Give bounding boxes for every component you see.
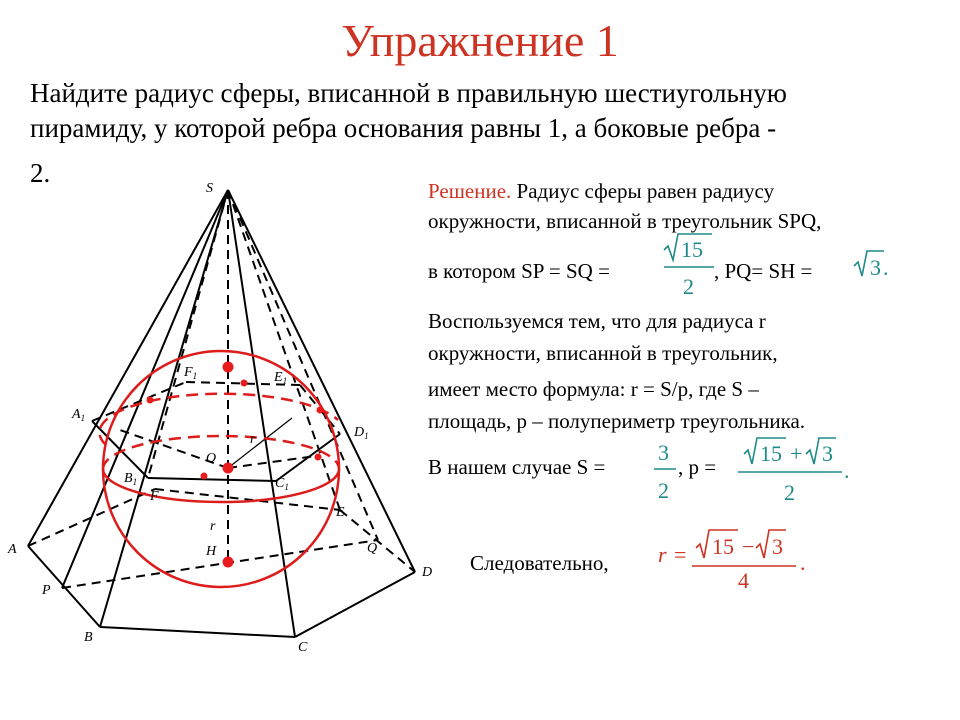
label-D1: $D_1$ — [354, 425, 369, 441]
case-p: , p = — [678, 455, 717, 479]
svg-text:−: − — [742, 534, 755, 559]
point-O — [223, 463, 234, 474]
label-E1: $E_1$ — [274, 370, 288, 386]
svg-text:3: 3 — [658, 440, 669, 465]
edge-CD — [295, 572, 415, 637]
para2-line-1: Воспользуемся тем, что для радиуса r — [428, 309, 766, 333]
pyramid-figure — [0, 170, 440, 720]
point-small-4 — [201, 473, 208, 480]
svg-text:3: 3 — [822, 441, 833, 466]
label-A: A — [8, 542, 17, 557]
label-C: C — [298, 640, 308, 655]
svg-text:15: 15 — [760, 441, 782, 466]
svg-text:+: + — [790, 441, 803, 466]
point-small-5 — [147, 397, 154, 404]
label-E: E — [336, 505, 345, 520]
svg-text:2: 2 — [784, 480, 795, 505]
solution-lead: Решение. — [428, 179, 512, 203]
svg-text:15: 15 — [712, 534, 734, 559]
sqrt3-value — [852, 248, 902, 284]
label-S: S — [206, 181, 213, 196]
point-small-2 — [317, 407, 324, 414]
radius-line — [228, 418, 292, 468]
sphere-equator-back — [103, 436, 339, 469]
solution-line-2: окружности, вписанной в треугольник SPQ, — [428, 209, 822, 233]
para2-line-4: площадь, p – полупериметр треугольника. — [428, 409, 806, 433]
case-line: В нашем случае S = — [428, 455, 606, 479]
label-Q: Q — [367, 541, 378, 556]
section-B1C1 — [148, 478, 276, 481]
incircle-back — [99, 394, 338, 445]
para2-line-3: имеет место формула: r = S/p, где S – — [428, 377, 759, 401]
svg-text:r: r — [658, 542, 667, 567]
point-F1-top — [223, 362, 234, 373]
svg-text:=: = — [674, 542, 687, 567]
problem-line-2: пирамиду, у которой ребра основания равны 1, а боковые ребра - — [30, 113, 777, 143]
label-P: P — [42, 583, 51, 598]
problem-statement — [30, 76, 945, 188]
solution-line-1: Решение. Радиус сферы равен радиусу — [428, 179, 775, 203]
edge-BC — [100, 627, 295, 637]
svg-text:2: 2 — [683, 274, 694, 299]
svg-text:4: 4 — [738, 568, 749, 593]
label-C1: $C_1$ — [275, 476, 289, 492]
label-H: H — [206, 544, 217, 559]
label-r-bottom: r — [210, 519, 216, 534]
svg-text:.: . — [883, 255, 889, 280]
svg-text:2: 2 — [658, 478, 669, 503]
problem-line-1: Найдите радиус сферы, вписанной в правильную шестиугольную — [30, 78, 787, 108]
fraction-p — [734, 428, 854, 508]
label-r-top: r — [250, 432, 256, 447]
point-small-1 — [241, 380, 248, 387]
svg-text:.: . — [800, 550, 806, 575]
fraction-3-over-2 — [650, 438, 680, 508]
edge-AB — [28, 546, 100, 627]
fraction-sqrt15-over-2 — [662, 230, 722, 300]
point-H — [223, 557, 234, 568]
pyramid-diagram — [0, 170, 440, 720]
conclusion-label: Следовательно, — [470, 551, 609, 575]
svg-text:3: 3 — [772, 534, 783, 559]
final-formula — [656, 522, 816, 598]
edge-SA — [28, 190, 228, 546]
solution-line-3: в котором SP = SQ = — [428, 259, 610, 283]
page-title: Упражнение 1 — [341, 15, 619, 66]
label-O: O — [206, 451, 217, 466]
svg-text:15: 15 — [681, 237, 703, 262]
label-F: F — [150, 489, 159, 504]
solution-line-3-mid: , PQ= SH = — [714, 259, 813, 283]
para2-line-2: окружности, вписанной в треугольник, — [428, 341, 778, 365]
problem-line-3: 2. — [30, 158, 51, 188]
svg-text:3: 3 — [870, 255, 881, 280]
edge-SP — [62, 190, 228, 588]
edge-PQ — [62, 540, 378, 588]
label-B1: $B_1$ — [124, 471, 138, 487]
svg-text:.: . — [844, 458, 850, 483]
label-B: B — [84, 630, 93, 645]
label-F1: $F_1$ — [184, 365, 198, 381]
point-small-3 — [315, 454, 322, 461]
section-A1B1 — [92, 421, 148, 478]
edge-SE — [228, 190, 340, 510]
label-D: D — [422, 565, 433, 580]
edge-SQ — [228, 190, 378, 540]
section-A1F1 — [92, 382, 186, 421]
label-A1: $A_1$ — [72, 407, 86, 423]
